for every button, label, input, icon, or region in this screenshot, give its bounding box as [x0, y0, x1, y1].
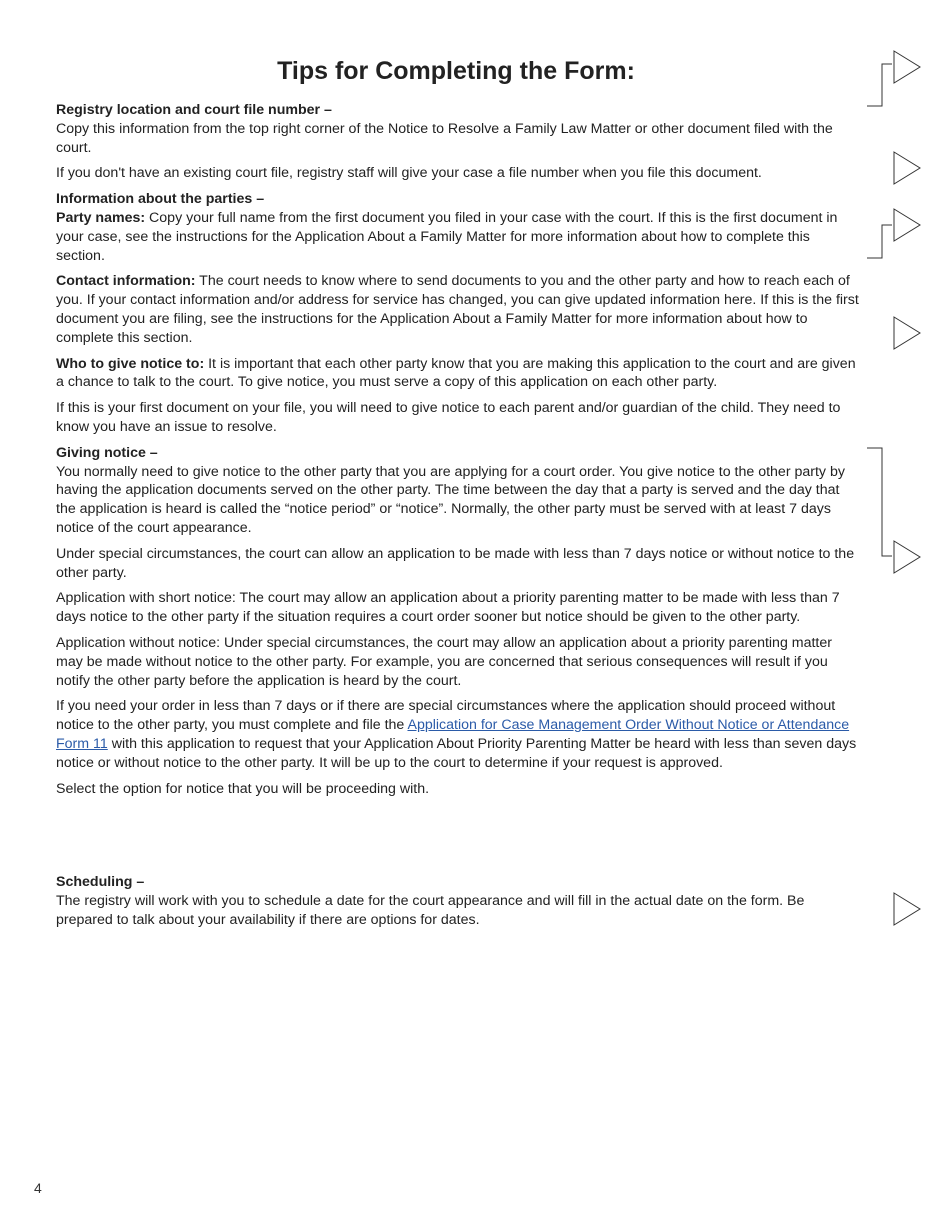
- contact-info-label: Contact information:: [56, 273, 196, 290]
- section-arrow-icon-4[interactable]: [894, 317, 920, 349]
- giving-notice-paragraph-2: Under special circumstances, the court can allow an application to be made with less than 7 days notice or without notice to the other party.: [56, 545, 855, 581]
- tips-content: [56, 101, 859, 798]
- party-names-label: Party names:: [56, 209, 146, 226]
- party-names-text: Copy your full name from the first document you filed in your case with the court. If this is the first document in your case, see the instructions for the Application About a Family Matter for more information about how to complete this section.: [56, 209, 838, 264]
- page-title: Tips for Completing the Form:: [277, 57, 635, 85]
- form-11-text-before: If you need your order in less than 7 days or if there are special circumstances where the application should proceed without notice to the other party, you must complete and file the: [56, 698, 836, 734]
- section-bracket-5: [867, 448, 892, 556]
- giving-notice-heading: Giving notice –: [56, 444, 158, 461]
- parties-heading: Information about the parties –: [56, 191, 265, 208]
- scheduling-heading: Scheduling –: [56, 874, 145, 890]
- form-11-text-after: with this application to request that your Application About Priority Parenting Matter be heard with less than seven days notice or without notice to the other party. It will be up to the court to determine if your request is approved.: [56, 735, 857, 771]
- section-arrow-icon-2[interactable]: [894, 152, 920, 184]
- page-number: 4: [34, 1180, 42, 1196]
- select-option-paragraph: Select the option for notice that you will be proceeding with.: [56, 780, 430, 797]
- registry-paragraph-1: Copy this information from the top right corner of the Notice to Resolve a Family Law Matter or other document filed with the court.: [56, 120, 833, 156]
- short-notice-paragraph: Application with short notice: The court may allow an application about a priority parenting matter to be made with less than 7 days notice to the other party if the situation requires a court order sooner but notice should be given to the other party.: [56, 590, 840, 626]
- section-arrow-icon-3[interactable]: [894, 209, 920, 241]
- notice-to-paragraph: [56, 355, 859, 393]
- without-notice-paragraph: Application without notice: Under special circumstances, the court may allow an application about a priority parenting matter may be made without notice to the other party. For example, you are concerned that serious consequences will result if you notify the other party before the application is heard by the court.: [56, 634, 832, 689]
- registry-paragraph-2: If you don't have an existing court file, registry staff will give your case a file number when you file this document.: [56, 165, 762, 182]
- section-arrow-icon-5[interactable]: [894, 541, 920, 573]
- registry-heading: Registry location and court file number –: [56, 102, 332, 118]
- form-11-paragraph: [56, 697, 859, 772]
- notice-to-label: Who to give notice to:: [56, 355, 205, 372]
- party-names-paragraph: [56, 209, 859, 265]
- first-document-paragraph: If this is your first document on your file, you will need to give notice to each parent and/or guardian of the child. They need to know you have an issue to resolve.: [56, 400, 841, 435]
- scheduling-section: [56, 873, 859, 929]
- giving-notice-paragraph-1: You normally need to give notice to the other party that you are applying for a court order. You give notice to the other party by having the application documents served on the other party. The time between the day that a party is served and the day that the application is heard is called the “notice period” or “notice”. Normally, the other party must be served with at least 7 days notice of the court appearance.: [56, 463, 845, 536]
- contact-info-paragraph: [56, 272, 859, 347]
- notice-to-text: It is important that each other party know that you are making this application to the court and are given a chance to talk to the court. To give notice, you must serve a copy of this application on each other party.: [56, 355, 856, 391]
- contact-info-text: The court needs to know where to send documents to you and the other party and how to reach each of you. If your contact information and/or address for service has changed, you can give updated information here. If this is the first document you are filing, see the instructions for the Application About a Family Matter for more information about how to complete this section.: [56, 273, 859, 346]
- section-bracket-3: [867, 225, 892, 258]
- form-11-link[interactable]: Application for Case Management Order Without Notice or Attendance Form 11: [56, 717, 850, 752]
- section-arrow-icon-6[interactable]: [894, 893, 920, 925]
- scheduling-paragraph: The registry will work with you to schedule a date for the court appearance and will fill in the actual date on the form. Be prepared to talk about your availability if there are options for dates.: [56, 892, 805, 928]
